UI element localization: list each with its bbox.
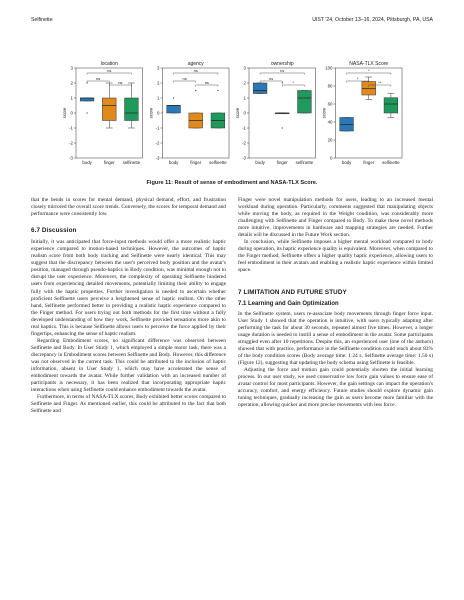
y-tick-label: 0 (157, 110, 160, 116)
boxplot-panel (322, 61, 403, 165)
y-tick-label: -2 (242, 140, 246, 146)
chart-title: location (100, 61, 118, 67)
x-tick-label: selfinette (382, 160, 400, 165)
x-tick-label: finger (363, 160, 375, 165)
x-tick-label: finger (190, 160, 202, 165)
box-selfinette (298, 91, 312, 114)
x-tick-label: body (168, 160, 179, 165)
right-column (238, 197, 433, 409)
box-selfinette (384, 98, 398, 113)
outlier-point (195, 90, 196, 91)
significance-label: * (367, 68, 370, 74)
significance-label: ns (269, 76, 274, 82)
y-axis-label: score (321, 107, 327, 119)
x-tick-label: finger (276, 160, 288, 165)
y-tick-label: 3 (243, 65, 246, 71)
significance-bracket (260, 73, 304, 75)
significance-label: * (292, 80, 295, 86)
y-tick-label: 2 (157, 80, 160, 86)
chart-title: ownership (270, 61, 294, 67)
section-heading: 7 LIMITATION AND FUTURE STUDY (238, 288, 347, 296)
box-body (167, 106, 181, 114)
significance-label: ns (193, 68, 198, 74)
x-tick-label: selfinette (122, 160, 141, 165)
boxplot-panel (235, 61, 316, 165)
y-tick-label: 80 (327, 83, 333, 89)
paragraph: Initially, it was anticipated that force-input methods would offer a more realistic haptic experience compared to motion-based techniques. However, the outcomes of haptic realism score from both body tracking and Selfinette were nearly identical. This may suggest that the discrepancy between the user's perceived body position and the avatar's position, managed through pseudo-haptics in Body condition, was minimal enough not to disrupt the user experience. Moreover, the complexity of operating Selfinette hindered users from experiencing detailed movements, potentially limiting their ability to engage fully with the haptic properties. Further investigation is needed to ascertain whether proficient Selfinette users perceive a heightened sense of haptic realism. On the other hand, Selfinette performed better in providing a realistic haptic experience compared to the Finger method. For users trying out both methods for the first time without a fully developed understanding of how they work, Selfinette provided sensations more akin to real haptics. This is because Selfinette allows users to perceive the force applied by their fingertips, enhancing the sense of haptic realism. (31, 239, 226, 337)
significance-bracket (87, 73, 131, 75)
figure-caption: Figure 11: Result of sense of embodiment and NASA-TLX Score. (146, 180, 318, 186)
y-tick-label: 1 (157, 95, 160, 101)
y-tick-label: -1 (69, 125, 73, 131)
y-tick-label: -3 (242, 155, 246, 161)
y-axis-label: score (62, 107, 67, 119)
y-tick-label: 2 (243, 80, 246, 86)
figure-11-boxplots (60, 58, 406, 178)
significance-bracket (196, 85, 218, 87)
significance-bracket (87, 81, 109, 83)
y-axis-label: score (235, 107, 240, 119)
significance-label: ns (118, 80, 123, 86)
boxplot-panel (149, 61, 230, 165)
significance-bracket (109, 85, 131, 87)
significance-label: ns (280, 68, 285, 74)
subsection-heading: 7.1 Learning and Gain Optimization (238, 300, 339, 307)
y-tick-label: 0 (243, 110, 246, 116)
x-tick-label: selfinette (209, 160, 227, 165)
paragraph: In conclusion, while Selfinette imposes a higher mental workload compared to body during operation, its haptic experience quality is equivalent. Moreover, when compared to the Finger method, Selfinette offers a higher quality haptic experience, allowing users to feel embodiment in their avatars and enabling a realistic haptic experience within limited space. (238, 239, 433, 274)
running-header-left: Selfinette (31, 17, 53, 23)
significance-bracket (174, 81, 196, 83)
chart-title: agency (187, 61, 204, 67)
paragraph: Adjusting the force and motion gain could potentially shorten the initial learning process. In our user study, we used conservative low force gain values to ensure ease of avatar control for most participants. However, the gain settings can impact the operation's accuracy, comfort, and energy efficiency. Future studies should explore dynamic gain tuning techniques, gradually increasing the gain as users become more familiar with the operation, allowing quicker and more precise movements with less force. (238, 366, 433, 409)
y-tick-label: -2 (155, 140, 160, 146)
significance-label: ns (182, 76, 187, 82)
box-finger (102, 98, 116, 121)
paragraph: Furthermore, in terms of NASA-TLX scores, Body exhibited better scores compared to Selfinette and Finger. As mentioned earlier, this could be attributed to the fact that both Selfinette and (31, 394, 226, 415)
box-body (80, 98, 94, 101)
y-tick-label: 3 (157, 65, 160, 71)
significance-bracket (260, 81, 282, 83)
box-body (340, 118, 354, 132)
significance-label: ns (204, 80, 209, 86)
y-tick-label: -3 (155, 155, 160, 161)
significance-bracket (347, 73, 391, 75)
x-tick-label: finger (103, 160, 115, 165)
outlier-point (86, 112, 87, 113)
significance-label: * (356, 76, 359, 82)
box-selfinette (125, 98, 139, 121)
significance-bracket (174, 73, 218, 75)
x-tick-label: body (341, 160, 352, 165)
significance-label: ns (107, 68, 112, 74)
outlier-point (282, 82, 283, 83)
y-tick-label: -3 (69, 155, 73, 161)
y-tick-label: 0 (330, 155, 333, 161)
significance-label: ** (378, 80, 382, 86)
x-tick-label: body (255, 160, 265, 165)
x-tick-label: body (82, 160, 92, 165)
y-tick-label: 40 (327, 119, 333, 125)
section-heading: 6.7 Discussion (31, 227, 77, 235)
outlier-point (173, 97, 174, 98)
outlier-point (282, 127, 283, 128)
chart-title: NASA-TLX Score (349, 61, 389, 67)
y-tick-label: 20 (327, 137, 333, 143)
outlier-point (86, 82, 87, 83)
paragraph: In the Selfinette system, users re-associate body movements through finger force input. User Study 1 showed that the operation is intuitive, with users typically adapting after performing the task for about 30 seconds, repeated almost five times. However, a longer usage duration is needed to instill a sense of embodiment in the avatar. Some participants struggled even after 10 repetitions. Despite this, an experienced user (one of the authors) showed that with practice, performance in the Selfinette condition could reach about 83% of the body condition scores (Body average time: 1.24 s, Selfinette average time: 1.50 s) (Figure 12), suggesting that updating the body schema using Selfinette is feasible. (238, 310, 433, 366)
y-tick-label: 0 (70, 110, 73, 116)
y-tick-label: 1 (70, 95, 73, 101)
y-tick-label: -1 (155, 125, 160, 131)
running-header-right: UIST '24, October 13–16, 2024, Pittsburgh, PA, USA (312, 17, 433, 23)
box-body (253, 83, 267, 94)
y-tick-label: -1 (242, 125, 246, 131)
x-tick-label: selfinette (295, 160, 314, 165)
significance-label: ns (96, 76, 101, 82)
y-tick-label: 60 (327, 101, 333, 107)
outlier-point (217, 90, 218, 91)
significance-bracket (282, 85, 304, 87)
left-column (31, 197, 226, 415)
paragraph: Regarding Embodiment scores, no significant difference was observed between Selfinette and Body. In User Study 1, which employed a simple motor task, there was a discrepancy in Embodiment scores between Selfinette and Body. However, this difference was not observed in the current task. This could be attributed to the inclusion of haptic information, absent in User Study 1, which may have accelerated the sense of embodiment towards the avatar. While further validation with an increased number of participants is necessary, it has been realized that incorporating appropriate haptic interactions when using Selfinette could enhance embodiment towards the avatar. (31, 337, 226, 394)
paragraph: that the bends in scores for mental demand, physical demand, effort, and frustration closely mirrored the overall score trends. Conversely, the scores for temporal demand and performance were consistently low. (31, 197, 226, 218)
y-tick-label: -2 (69, 140, 73, 146)
paragraph: Finger were novel manipulation methods for users, leading to an increased mental workload during operation. Particularly, comments suggested that manipulating objects while moving the body, as required in the Weight condition, was considerably more challenging with Selfinette and Finger compared to Body. To make these novel methods more intuitive, improvements in hardware and mapping strategies are needed. Further details will be discussed in the Future Work section. (238, 197, 433, 239)
y-tick-label: 1 (243, 95, 246, 101)
y-axis-label: score (148, 107, 154, 119)
boxplot-panel (62, 61, 143, 165)
y-tick-label: 2 (70, 80, 73, 86)
y-tick-label: 100 (325, 65, 333, 71)
box-finger (362, 82, 376, 96)
y-tick-label: 3 (70, 65, 73, 71)
